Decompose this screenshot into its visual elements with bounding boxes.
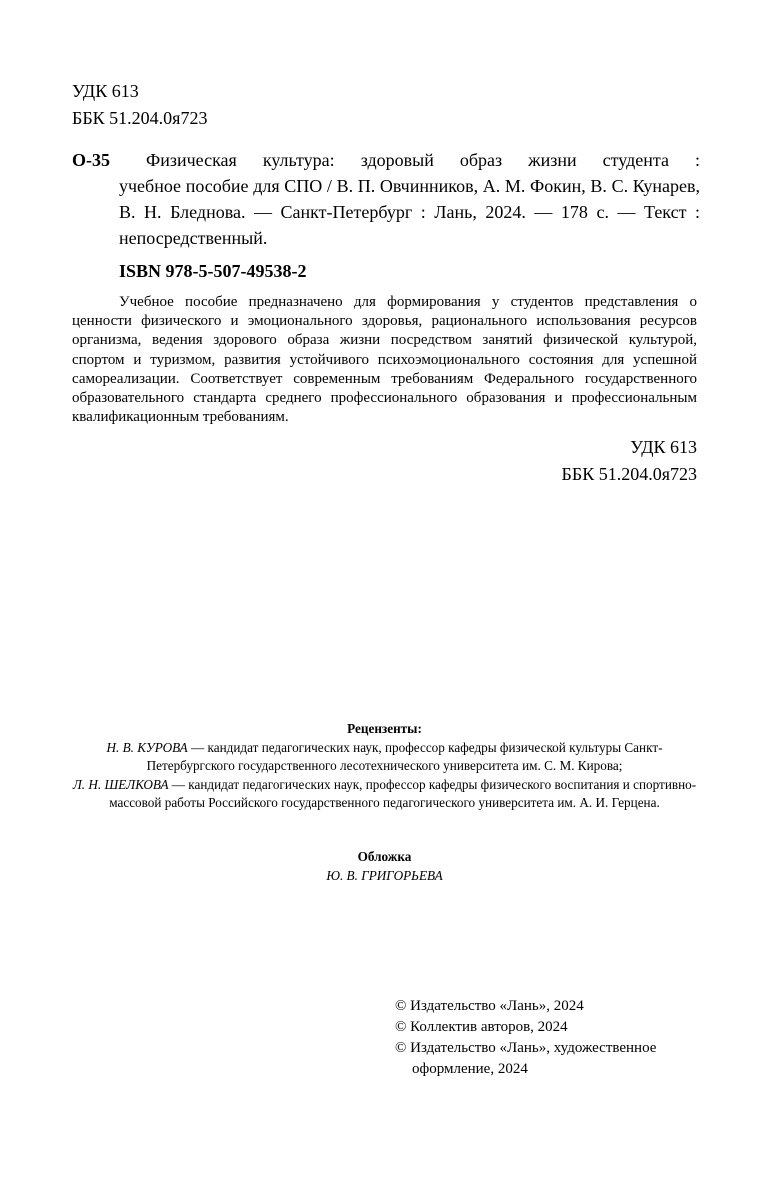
reviewer-1 bbox=[72, 739, 697, 776]
reviewer-2-text: — кандидат педагогических наук, профессор кафедры физического воспитания и спортивно-массовой работы Российского государственного педагогического университета им. А. И. Герцена. bbox=[109, 776, 697, 811]
reviewer-2 bbox=[72, 776, 697, 813]
copyright-block bbox=[395, 996, 715, 1080]
classification-codes-bottom bbox=[397, 434, 697, 488]
reviewers-heading: Рецензенты: bbox=[347, 721, 422, 736]
record-details: учебное пособие для СПО / В. П. Овчинников, А. М. Фокин, В. С. Кунарев, В. Н. Бледнова. — Санкт-Петербург : Лань, 2024. — 178 с. — Текст : непосредственный. bbox=[119, 176, 700, 248]
classification-codes-top bbox=[72, 78, 207, 132]
annotation: Учебное пособие предназначено для формирования у студентов представления о ценности физического и эмоционального здоровья, рационального использования ресурсов организма, ведения здорового образа жизни посредством занятий физической культурой, спортом и туризмом, развития устойчивого психоэмоционального состояния для успешной самореализации. Соответствует современным требованиям Федерального государственного образовательного стандарта среднего профессионального образования и профессиональным квалификационным требованиям. bbox=[72, 294, 697, 426]
record-description bbox=[119, 147, 700, 251]
copyright-line: © Коллектив авторов, 2024 bbox=[395, 1019, 568, 1035]
udk-code: УДК 613 bbox=[630, 437, 697, 457]
cover-heading: Обложка bbox=[357, 849, 412, 864]
bbk-code: ББК 51.204.0я723 bbox=[561, 464, 697, 484]
bibliographic-record bbox=[72, 147, 700, 251]
copyright-line: © Издательство «Лань», художественное оформление, 2024 bbox=[395, 1040, 657, 1077]
record-title-line: Физическая культура: здоровый образ жизни студента : bbox=[146, 150, 700, 170]
author-mark: О-35 bbox=[72, 150, 110, 170]
reviewer-1-text: — кандидат педагогических наук, профессор кафедры физической культуры Санкт-Петербургского государственного лесотехнического университета им. С. М. Кирова; bbox=[146, 739, 663, 774]
cover-designer: Ю. В. ГРИГОРЬЕВА bbox=[326, 867, 443, 883]
reviewer-1-name: Н. В. КУРОВА bbox=[106, 739, 188, 755]
cover-credit bbox=[72, 848, 697, 885]
reviewers-block bbox=[72, 720, 697, 813]
copyright-line: © Издательство «Лань», 2024 bbox=[395, 998, 584, 1014]
bbk-code: ББК 51.204.0я723 bbox=[72, 108, 208, 128]
isbn: ISBN 978-5-507-49538-2 bbox=[119, 261, 307, 281]
udk-code: УДК 613 bbox=[72, 81, 139, 101]
reviewer-2-name: Л. Н. ШЕЛКОВА bbox=[72, 776, 169, 792]
